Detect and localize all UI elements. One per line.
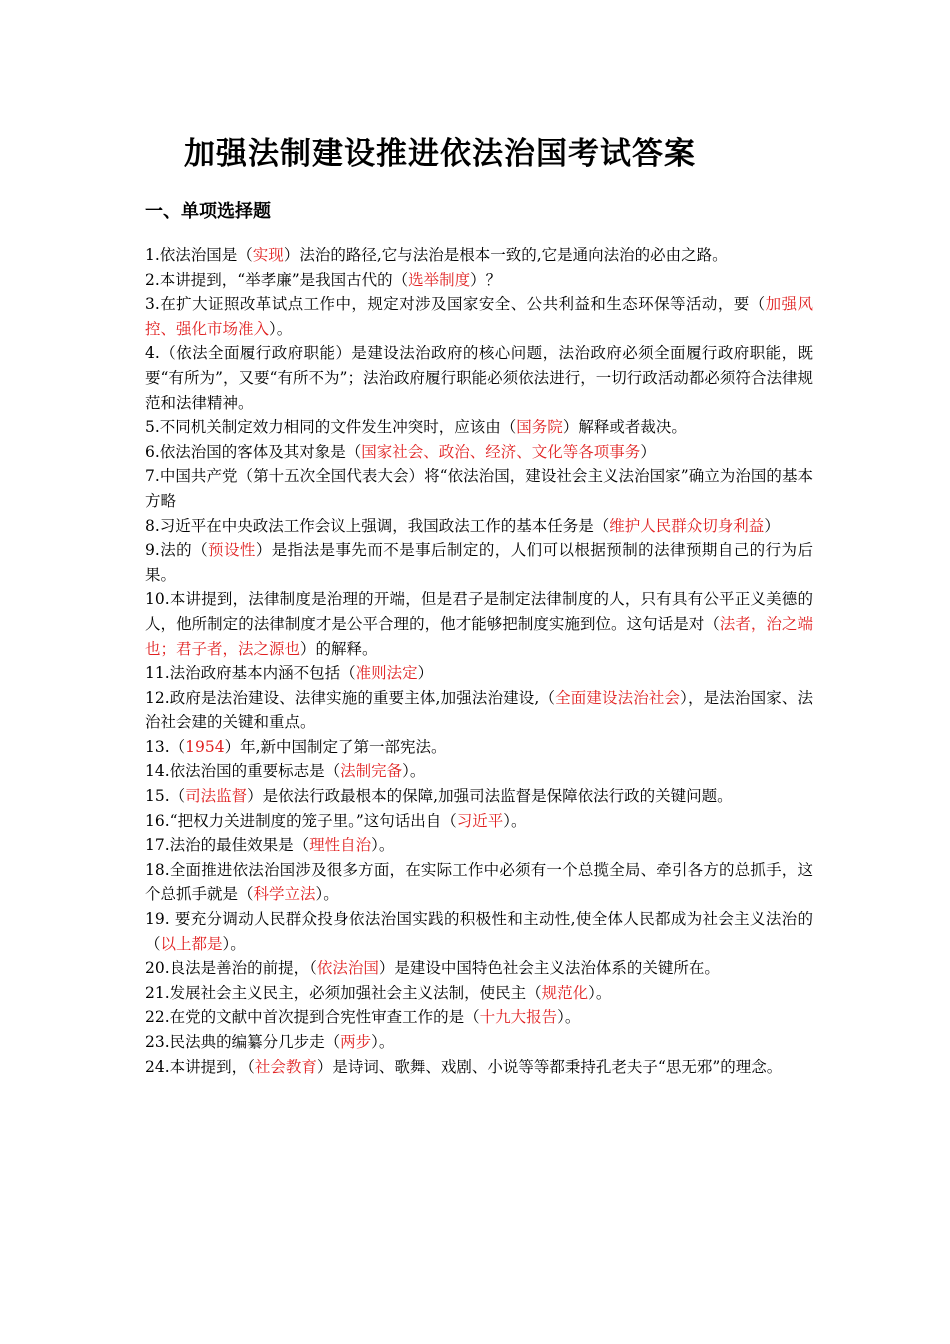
- question-text: 22.在党的文献中首次提到合宪性审查工作的是（: [145, 1008, 480, 1027]
- question-text: ）。: [269, 319, 293, 338]
- question-item: [145, 759, 813, 784]
- question-item: [145, 784, 813, 809]
- question-text: ）解释或者裁决。: [562, 418, 687, 437]
- question-item: [145, 981, 813, 1006]
- question-text: ）。: [503, 811, 527, 830]
- question-item: [145, 809, 813, 834]
- answer-text: 十九大报告: [479, 1008, 558, 1027]
- question-item: [145, 907, 813, 956]
- question-text: 9.法的（: [145, 541, 209, 560]
- section-heading: 一、单项选择题: [145, 201, 271, 222]
- answer-text: 以上都是: [160, 934, 223, 953]
- question-text: ）是依法行政最根本的保障,加强司法监督是保障依法行政的关键问题。: [247, 787, 733, 806]
- question-text: ）？: [470, 270, 502, 289]
- answer-text: 司法监督: [185, 787, 248, 806]
- question-text: 1.依法治国是（: [145, 246, 253, 264]
- question-item: [145, 686, 813, 735]
- answer-text: 加强风控、强化市场准入: [145, 295, 813, 338]
- question-text: 10.本讲提到，法律制度是治理的开端，但是君子是制定法律制度的人，只有具有公平正义美德的人，他所制定的法律制度才是公平合理的，他才能够把制度实施到位。这句话是对（: [145, 590, 813, 633]
- question-text: 7.中国共产党（第十五次全国代表大会）将“依法治国，建设社会主义法治国家”确立为治国的基本方略: [145, 467, 813, 510]
- question-text: 24.本讲提到，（: [145, 1057, 255, 1076]
- answer-text: 1954: [185, 737, 225, 756]
- question-item: [145, 833, 813, 858]
- question-text: ）是建设中国特色社会主义法治体系的关键所在。: [378, 959, 720, 978]
- document-title: 加强法制建设推进依法治国考试答案: [184, 136, 696, 172]
- question-item: [145, 268, 813, 293]
- question-text: 23.民法典的编纂分几步走（: [145, 1033, 341, 1051]
- question-text: 17.法治的最佳效果是（: [145, 836, 310, 855]
- question-text: 14.依法治国的重要标志是（: [145, 762, 341, 781]
- question-item: [145, 292, 813, 341]
- question-item: [145, 587, 813, 661]
- answer-text: 国家社会、政治、经济、文化等各项事务: [361, 442, 641, 461]
- question-list: [145, 243, 813, 1079]
- question-item: [145, 661, 813, 686]
- question-text: ）是诗词、歌舞、戏剧、小说等等都秉持孔老夫子“思无邪”的理念。: [316, 1057, 783, 1076]
- question-text: ）: [640, 442, 656, 461]
- question-text: 3.在扩大证照改革试点工作中，规定对涉及国家安全、公共利益和生态环保等活动，要（: [145, 295, 766, 314]
- answer-text: 预设性: [208, 541, 256, 560]
- question-item: [145, 440, 813, 465]
- question-text: ）。: [371, 1033, 395, 1051]
- question-text: ）: [417, 664, 434, 683]
- question-text: 4.（依法全面履行政府职能）是建设法治政府的核心问题，法治政府必须全面履行政府职能，既要“有所为”，又要“有所不为”；法治政府履行职能必须依法进行，一切行政活动都必须符合法律规范和法律精神。: [145, 344, 813, 412]
- question-item: [145, 538, 813, 587]
- answer-text: 科学立法: [253, 885, 316, 904]
- question-item: [145, 415, 813, 440]
- question-text: ）的解释。: [300, 639, 378, 658]
- answer-text: 法制完备: [340, 762, 403, 781]
- answer-text: 准则法定: [355, 664, 418, 683]
- answer-text: 规范化: [541, 983, 589, 1002]
- answer-text: 实现: [252, 246, 284, 264]
- answer-text: 选举制度: [408, 270, 471, 289]
- question-text: ）: [764, 516, 780, 535]
- question-text: 2.本讲提到，“举孝廉”是我国古代的（: [145, 270, 409, 289]
- question-text: ）。: [402, 762, 426, 781]
- question-item: [145, 1005, 813, 1030]
- answer-text: 维护人民群众切身利益: [609, 516, 765, 535]
- question-text: ）年,新中国制定了第一部宪法。: [224, 737, 447, 756]
- question-text: ）是指法是事先而不是事后制定的，人们可以根据预制的法律预期自己的行为后果。: [145, 541, 813, 584]
- question-text: 18.全面推进依法治国涉及很多方面，在实际工作中必须有一个总揽全局、牵引各方的总抓手，这个总抓手就是（: [145, 860, 813, 904]
- question-item: [145, 956, 813, 981]
- question-text: ）。: [371, 836, 395, 855]
- question-text: ）法治的路径,它与法治是根本一致的,它是通向法治的必由之路。: [283, 246, 728, 264]
- question-text: 13.（: [145, 737, 186, 756]
- answer-text: 社会教育: [254, 1057, 317, 1076]
- answer-text: 全面建设法治社会: [555, 688, 681, 707]
- answer-text: 理性自治: [309, 836, 372, 855]
- question-text: 16.“把权力关进制度的笼子里。”这句话出自（: [145, 811, 457, 830]
- question-text: 19. 要充分调动人民群众投身依法治国实践的积极性和主动性,使全体人民都成为社会主义法治的（: [145, 910, 813, 953]
- question-text: ）。: [588, 983, 612, 1002]
- answer-text: 依法治国: [316, 959, 379, 978]
- question-item: [145, 858, 813, 907]
- question-text: 11.法治政府基本内涵不包括（: [145, 664, 356, 683]
- question-text: 21.发展社会主义民主，必须加强社会主义法制，使民主（: [145, 983, 542, 1002]
- question-item: [145, 341, 813, 415]
- question-item: [145, 1055, 813, 1080]
- question-item: [145, 514, 813, 539]
- question-text: 15.（: [145, 787, 186, 806]
- question-text: ）。: [557, 1008, 581, 1027]
- question-item: [145, 735, 813, 760]
- question-text: 20.良法是善治的前提，（: [145, 959, 317, 978]
- answer-text: 国务院: [516, 418, 563, 437]
- question-text: ）。: [315, 885, 339, 904]
- question-item: [145, 464, 813, 513]
- question-text: 8.习近平在中央政法工作会议上强调，我国政法工作的基本任务是（: [145, 516, 610, 535]
- answer-text: 两步: [340, 1033, 372, 1051]
- question-text: 12.政府是法治建设、法律实施的重要主体,加强法治建设,（: [145, 688, 556, 707]
- answer-text: 习近平: [456, 811, 504, 830]
- question-text: ）。: [222, 934, 246, 953]
- question-text: 6.依法治国的客体及其对象是（: [145, 442, 362, 461]
- answer-text: 法者，治之端也；君子者，法之源也: [145, 614, 813, 658]
- question-text: 5.不同机关制定效力相同的文件发生冲突时，应该由（: [145, 418, 517, 437]
- question-text: ），是法治国家、法治社会建的关键和重点。: [145, 688, 813, 732]
- question-item: [145, 243, 813, 268]
- question-item: [145, 1030, 813, 1055]
